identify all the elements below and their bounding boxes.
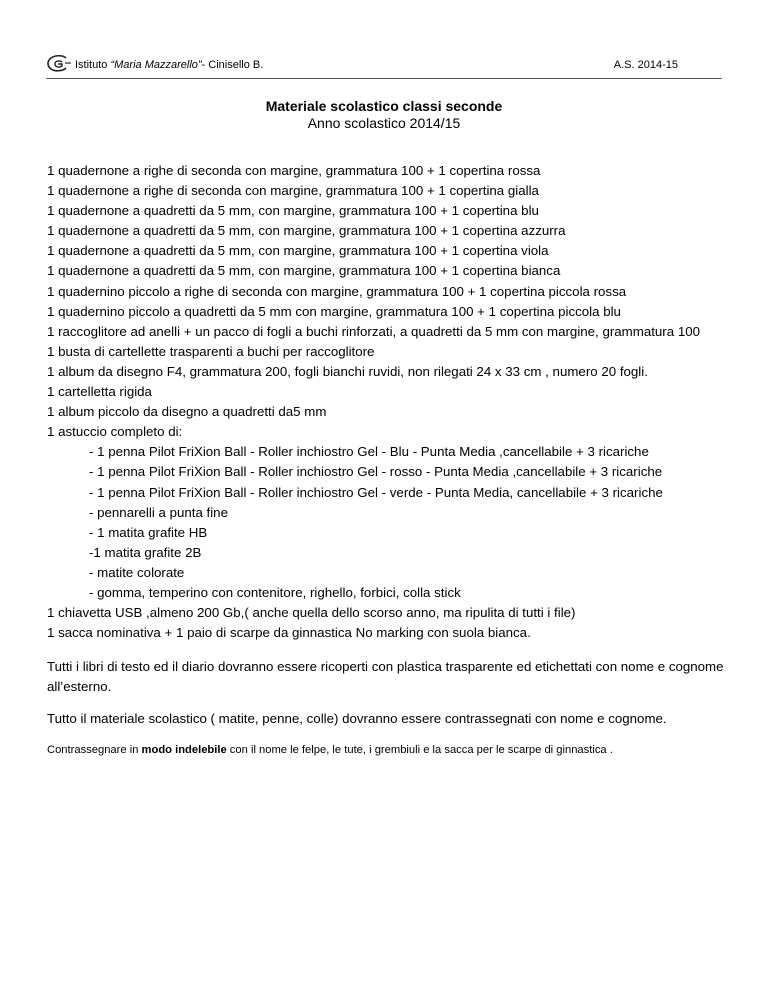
list-item: 1 quadernone a quadretti da 5 mm, con margine, grammatura 100 + 1 copertina bianca	[47, 263, 561, 279]
pencil-case-item: - 1 matita grafite HB	[89, 524, 208, 540]
list-item: 1 cartelletta rigida	[47, 384, 152, 400]
list-item: 1 album da disegno F4, grammatura 200, fogli bianchi ruvidi, non rilegati 24 x 33 cm , numero 20 fogli.	[47, 363, 648, 379]
pencil-case-item: - pennarelli a punta fine	[89, 504, 228, 520]
list-item: 1 busta di cartellette trasparenti a buchi per raccoglitore	[47, 343, 375, 359]
list-item: 1 quadernino piccolo a quadretti da 5 mm con margine, grammatura 100 + 1 copertina piccola blu	[47, 303, 621, 319]
pencil-case-item: - gomma, temperino con contenitore, righello, forbici, colla stick	[89, 584, 461, 600]
pencil-case-item: - 1 penna Pilot FriXion Ball - Roller inchiostro Gel - rosso - Punta Media ,cancellabile + 3 ricariche	[89, 464, 663, 480]
materials-list	[47, 161, 737, 760]
list-item: 1 quadernone a righe di seconda con margine, grammatura 100 + 1 copertina rossa	[47, 163, 541, 178]
list-item: 1 album piccolo da disegno a quadretti da5 mm	[47, 404, 327, 420]
list-item: 1 quadernone a quadretti da 5 mm, con margine, grammatura 100 + 1 copertina azzurra	[47, 223, 566, 239]
title-block	[0, 98, 768, 132]
list-item: 1 raccoglitore ad anelli + un pacco di fogli a buchi rinforzati, a quadretti da 5 mm con margine, grammatura 100	[47, 323, 701, 339]
pencil-case-item: - 1 penna Pilot FriXion Ball - Roller inchiostro Gel - Blu - Punta Media ,cancellabile + 3 ricariche	[89, 444, 649, 460]
page-header	[46, 52, 722, 79]
pencil-case-item: - 1 penna Pilot FriXion Ball - Roller inchiostro Gel - verde - Punta Media, cancellabile + 3 ricariche	[89, 484, 663, 500]
list-item: 1 astuccio completo di:	[47, 424, 183, 440]
list-item: 1 quadernone a quadretti da 5 mm, con margine, grammatura 100 + 1 copertina viola	[47, 243, 549, 259]
pencil-case-item: - matite colorate	[89, 564, 185, 580]
school-logo-icon	[46, 54, 72, 72]
school-name: Istituto “Maria Mazzarello”- Cinisello B.	[75, 59, 264, 71]
page-title: Materiale scolastico classi seconde	[265, 98, 503, 114]
list-item: 1 quadernone a righe di seconda con margine, grammatura 100 + 1 copertina gialla	[47, 183, 539, 199]
list-item: 1 chiavetta USB ,almeno 200 Gb,( anche quella dello scorso anno, ma ripulita di tutti i file)	[47, 605, 576, 621]
note-books: Tutti i libri di testo ed il diario dovranno essere ricoperti con plastica trasparente ed etichettati con nome e cognome all’esterno.	[47, 659, 724, 695]
school-year: A.S. 2014-15	[613, 59, 678, 71]
note-materials: Tutto il materiale scolastico ( matite, penne, colle) dovranno essere contrassegnati con nome e cognome.	[47, 711, 667, 727]
pencil-case-item: -1 matita grafite 2B	[89, 544, 202, 560]
page-subtitle: Anno scolastico 2014/15	[307, 115, 461, 131]
list-item: 1 sacca nominativa + 1 paio di scarpe da ginnastica No marking con suola bianca.	[47, 625, 531, 641]
list-item: 1 quadernone a quadretti da 5 mm, con margine, grammatura 100 + 1 copertina blu	[47, 203, 539, 219]
note-marking: Contrassegnare in modo indelebile con il nome le felpe, le tute, i grembiuli e la sacca per le scarpe di ginnastica .	[47, 743, 613, 756]
list-item: 1 quadernino piccolo a righe di seconda con margine, grammatura 100 + 1 copertina piccola rossa	[47, 283, 627, 299]
